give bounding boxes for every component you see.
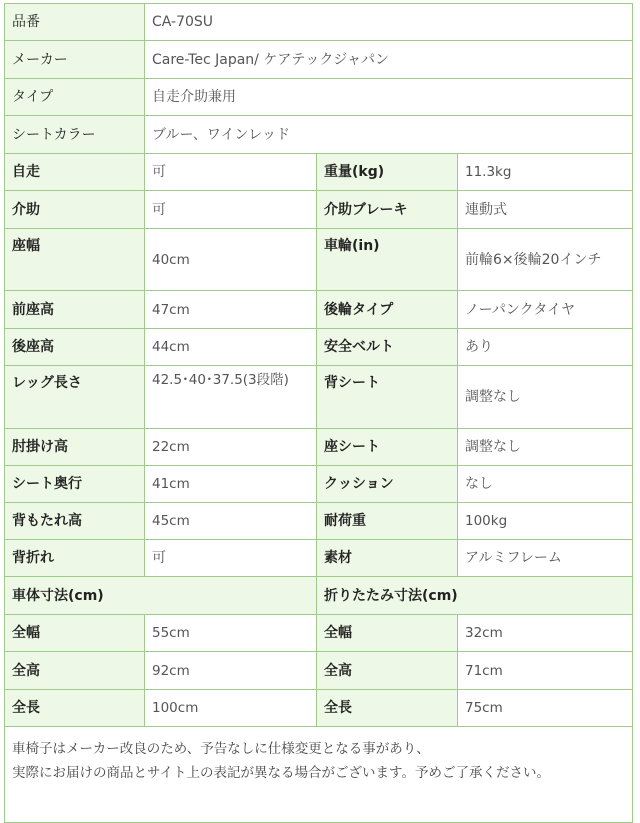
table-row xyxy=(5,652,633,690)
product-number-value: CA-70SU xyxy=(145,4,633,41)
seat-color-label: シートカラー xyxy=(5,116,145,154)
spec-label: 前座高 xyxy=(5,291,145,329)
type-value: 自走介助兼用 xyxy=(145,79,633,116)
spec-value: 連動式 xyxy=(458,191,633,229)
maker-value: Care-Tec Japan/ ケアテックジャパン xyxy=(145,41,633,79)
dimension-value: 75cm xyxy=(458,690,633,727)
dimension-value: 92cm xyxy=(145,652,317,690)
spec-label: 肘掛け高 xyxy=(5,429,145,466)
spec-label: 自走 xyxy=(5,154,145,191)
dimension-value: 32cm xyxy=(458,615,633,652)
folded-dimensions-header: 折りたたみ寸法(cm) xyxy=(317,577,633,615)
spec-label: 耐荷重 xyxy=(317,503,458,540)
spec-value: ノーパンクタイヤ xyxy=(458,291,633,329)
product-number-label: 品番 xyxy=(5,4,145,41)
spec-value: 前輪6×後輪20インチ xyxy=(458,229,633,291)
spec-label: レッグ長さ xyxy=(5,366,145,429)
spec-label: 背シート xyxy=(317,366,458,429)
spec-value: 42.5･40･37.5(3段階) xyxy=(145,366,317,429)
spec-value: 100kg xyxy=(458,503,633,540)
spec-value: 可 xyxy=(145,154,317,191)
dimension-label: 全長 xyxy=(5,690,145,727)
dimension-label: 全幅 xyxy=(5,615,145,652)
table-row xyxy=(5,191,633,229)
spec-label: 安全ベルト xyxy=(317,329,458,366)
note-line: 実際にお届けの商品とサイト上の表記が異なる場合がございます。予めご了承ください。 xyxy=(12,765,550,781)
table-row xyxy=(5,615,633,652)
table-row xyxy=(5,41,633,79)
disclaimer-note xyxy=(5,727,633,823)
table-row xyxy=(5,329,633,366)
spec-label: 後座高 xyxy=(5,329,145,366)
table-row xyxy=(5,154,633,191)
spec-value: アルミフレーム xyxy=(458,540,633,577)
spec-value: あり xyxy=(458,329,633,366)
spec-label: 背折れ xyxy=(5,540,145,577)
type-label: タイプ xyxy=(5,79,145,116)
seat-color-value: ブルー、ワインレッド xyxy=(145,116,633,154)
table-row xyxy=(5,4,633,41)
spec-label: 車輪(in) xyxy=(317,229,458,291)
spec-label: 後輪タイプ xyxy=(317,291,458,329)
table-row xyxy=(5,577,633,615)
table-row xyxy=(5,79,633,116)
dimension-value: 100cm xyxy=(145,690,317,727)
spec-value: 11.3kg xyxy=(458,154,633,191)
spec-value: 41cm xyxy=(145,466,317,503)
table-row xyxy=(5,727,633,823)
table-row xyxy=(5,540,633,577)
table-row xyxy=(5,503,633,540)
spec-label: シート奥行 xyxy=(5,466,145,503)
spec-label: 介助 xyxy=(5,191,145,229)
spec-label: 座シート xyxy=(317,429,458,466)
table-row xyxy=(5,116,633,154)
spec-value: 44cm xyxy=(145,329,317,366)
spec-value: 調整なし xyxy=(458,366,633,429)
note-line: 車椅子はメーカー改良のため、予告なしに仕様変更となる事があり、 xyxy=(12,741,430,757)
spec-label: クッション xyxy=(317,466,458,503)
table-row xyxy=(5,291,633,329)
spec-label: 重量(kg) xyxy=(317,154,458,191)
table-row xyxy=(5,429,633,466)
spec-value: 22cm xyxy=(145,429,317,466)
spec-value: 47cm xyxy=(145,291,317,329)
spec-value: 調整なし xyxy=(458,429,633,466)
table-row xyxy=(5,366,633,429)
spec-label: 座幅 xyxy=(5,229,145,291)
dimension-label: 全高 xyxy=(5,652,145,690)
spec-value: 可 xyxy=(145,540,317,577)
table-row xyxy=(5,229,633,291)
spec-value: 可 xyxy=(145,191,317,229)
spec-table xyxy=(4,3,633,823)
maker-label: メーカー xyxy=(5,41,145,79)
table-row xyxy=(5,690,633,727)
body-dimensions-header: 車体寸法(cm) xyxy=(5,577,317,615)
table-row xyxy=(5,466,633,503)
dimension-value: 71cm xyxy=(458,652,633,690)
spec-value: 45cm xyxy=(145,503,317,540)
dimension-label: 全幅 xyxy=(317,615,458,652)
spec-label: 素材 xyxy=(317,540,458,577)
dimension-value: 55cm xyxy=(145,615,317,652)
dimension-label: 全長 xyxy=(317,690,458,727)
spec-label: 介助ブレーキ xyxy=(317,191,458,229)
spec-label: 背もたれ高 xyxy=(5,503,145,540)
dimension-label: 全高 xyxy=(317,652,458,690)
spec-value: 40cm xyxy=(145,229,317,291)
spec-value: なし xyxy=(458,466,633,503)
